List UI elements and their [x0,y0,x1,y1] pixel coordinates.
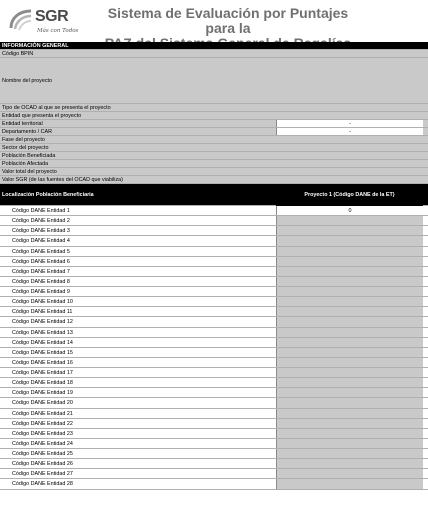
entity-value-cell[interactable]: 0 [276,206,423,215]
entity-label: Código DANE Entidad 21 [12,410,73,417]
entity-value-cell[interactable] [276,479,423,488]
entity-value-cell[interactable] [276,368,423,377]
row-label: Sector del proyecto [2,145,49,151]
row-label: Entidad territorial [2,121,43,127]
entity-value-cell[interactable] [276,388,423,397]
entity-label: Código DANE Entidad 4 [12,238,70,245]
table-row [0,479,428,489]
entity-label: Código DANE Entidad 26 [12,461,73,468]
logo-text: SGR [35,8,69,25]
entity-value-cell[interactable] [276,287,423,296]
entity-value-cell[interactable] [276,236,423,245]
value-cell[interactable] [276,112,423,119]
row-entidad-presenta [0,112,428,120]
entity-value-cell[interactable] [276,429,423,438]
entity-value-cell[interactable] [276,469,423,478]
value-cell[interactable] [276,160,423,167]
row-codigo-bpin [0,50,428,58]
row-poblacion-beneficiada [0,152,428,160]
entity-value-cell[interactable] [276,338,423,347]
entity-label: Código DANE Entidad 20 [12,400,73,407]
value-cell[interactable] [276,50,423,57]
table-row [0,338,428,348]
row-label: Entidad que presenta el proyecto [2,113,82,119]
entity-label: Código DANE Entidad 1 [12,208,70,214]
entity-value-cell[interactable] [276,297,423,306]
table-row [0,267,428,277]
row-valor-total [0,168,428,176]
table-row [0,348,428,358]
table-row [0,257,428,267]
entity-value-cell[interactable] [276,257,423,266]
table-row [0,247,428,257]
entity-value-cell[interactable] [276,459,423,468]
entity-label: Código DANE Entidad 16 [12,359,73,366]
entity-label: Código DANE Entidad 28 [12,481,73,488]
row-label: Población Beneficiada [2,153,56,159]
entity-value-cell[interactable] [276,317,423,326]
entity-label: Código DANE Entidad 3 [12,228,70,235]
row-label: Código BPIN [2,51,34,57]
table-row [0,378,428,388]
table-row [0,469,428,479]
section-header-localizacion [0,184,428,206]
value-cell[interactable] [276,136,423,143]
row-valor-sgr [0,176,428,184]
table-row [0,297,428,307]
sgr-logo-icon [7,8,35,32]
title-line-1: Sistema de Evaluación por Puntajes para la [107,5,349,36]
value-cell[interactable] [276,176,423,183]
table-row [0,226,428,236]
entity-value-cell[interactable] [276,398,423,407]
entity-label: Código DANE Entidad 9 [12,289,70,295]
entity-list [0,206,428,490]
section-title: INFORMACIÓN GENERAL [2,43,69,49]
table-row [0,277,428,287]
entity-value-cell[interactable] [276,328,423,337]
row-label: Valor SGR (de las fuentes del OCAD que viabiliza) [2,177,123,183]
entity-label: Código DANE Entidad 25 [12,451,73,457]
table-row [0,317,428,327]
entity-label: Código DANE Entidad 8 [12,278,70,285]
table-row [0,439,428,449]
table-row [0,429,428,439]
entity-label: Código DANE Entidad 6 [12,258,70,265]
entity-label: Código DANE Entidad 15 [12,349,73,356]
entity-label: Código DANE Entidad 18 [12,380,73,387]
entity-value-cell[interactable] [276,216,423,225]
row-label: Departamento / CAR [2,129,53,135]
table-row [0,358,428,368]
entity-value-cell[interactable] [276,378,423,387]
table-row [0,419,428,429]
entity-value-cell[interactable] [276,267,423,276]
table-row [0,206,428,216]
entity-value-cell[interactable] [276,277,423,286]
entity-value-cell[interactable] [276,419,423,428]
row-sector [0,144,428,152]
table-row [0,388,428,398]
row-label: Tipo de OCAD al que se presenta el proyecto [2,105,111,111]
form-table [0,42,428,490]
value-cell[interactable] [276,58,423,103]
entity-label: Código DANE Entidad 14 [12,339,73,346]
table-row [0,287,428,297]
entity-value-cell[interactable] [276,358,423,367]
row-poblacion-afectada [0,160,428,168]
entity-value-cell[interactable] [276,439,423,448]
entity-label: Código DANE Entidad 24 [12,440,73,447]
section-header-general [0,42,428,50]
entity-label: Código DANE Entidad 19 [12,390,73,397]
row-fase [0,136,428,144]
table-row [0,368,428,378]
entity-label: Código DANE Entidad 5 [12,248,70,255]
table-row [0,236,428,246]
row-label: Valor total del proyecto [2,169,57,175]
entity-label: Código DANE Entidad 11 [12,309,73,316]
sgr-logo [7,8,87,38]
row-label: Fase del proyecto [2,137,45,143]
row-departamento-car [0,128,428,136]
table-row [0,328,428,338]
table-row [0,398,428,408]
row-entidad-territorial [0,120,428,128]
entity-value-cell[interactable] [276,449,423,458]
table-row [0,449,428,459]
table-row [0,216,428,226]
entity-label: Código DANE Entidad 10 [12,299,73,306]
value-cell[interactable]: - [276,120,423,127]
column-header: Proyecto 1 (Código DANE de la ET) [276,191,423,212]
entity-value-cell[interactable] [276,226,423,235]
entity-label: Código DANE Entidad 2 [12,218,70,225]
table-row [0,409,428,419]
entity-value-cell[interactable] [276,307,423,316]
entity-label: Código DANE Entidad 17 [12,370,73,376]
logo-tagline: Más con Todos [37,28,79,34]
page-header [0,0,428,40]
entity-label: Código DANE Entidad 22 [12,420,73,427]
table-row [0,307,428,317]
entity-value-cell[interactable] [276,348,423,357]
entity-label: Código DANE Entidad 12 [12,319,73,326]
entity-value-cell[interactable] [276,409,423,418]
value-cell[interactable] [276,168,423,175]
section-title: Localización Población Beneficiaria [2,192,94,198]
table-row [0,459,428,469]
row-label: Población Afectada [2,161,49,167]
entity-value-cell[interactable] [276,247,423,256]
row-label: Nombre del proyecto [2,78,53,84]
value-cell[interactable] [276,144,423,151]
value-cell[interactable]: - [276,128,423,135]
row-tipo-ocad [0,104,428,112]
entity-label: Código DANE Entidad 27 [12,471,73,478]
value-cell[interactable] [276,152,423,159]
value-cell[interactable] [276,104,423,111]
entity-label: Código DANE Entidad 7 [12,268,70,275]
entity-label: Código DANE Entidad 23 [12,430,73,437]
row-nombre-proyecto [0,58,428,104]
entity-label: Código DANE Entidad 13 [12,329,73,336]
